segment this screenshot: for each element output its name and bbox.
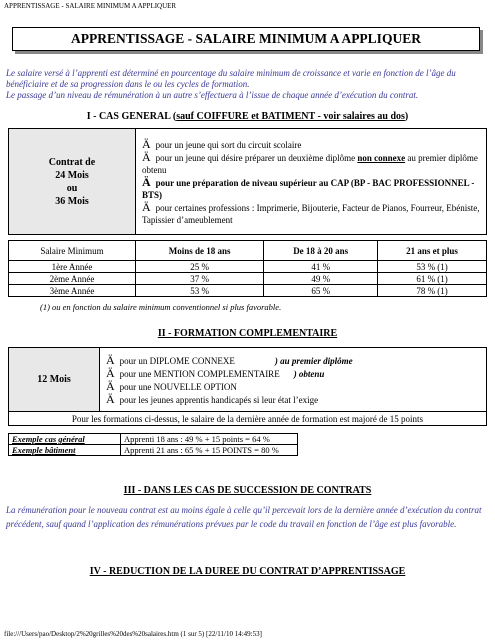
condition-item: Ä pour les jeunes apprentis handicapés si leur état l’exige <box>106 391 319 406</box>
table-row: 1ère Année 25 % 41 % 53 % (1) <box>9 261 487 273</box>
bullet-icon: Ä <box>106 378 115 393</box>
bullet-icon: Ä <box>142 149 151 164</box>
section-2-table <box>8 347 487 426</box>
condition-item: Ä pour certaines professions : Imprimerie, Bijouterie, Facteur de Pianos, Fourreur, Ebéniste, Tapissier d’ameublement <box>142 199 480 225</box>
intro-paragraph-2: Le passage d’un niveau de rémunération à un autre s’effectuera à l’issue de chaque année d’exécution du contrat. <box>6 90 419 100</box>
conditions-cell <box>136 129 487 235</box>
table-row: Exemple cas général Apprenti 18 ans : 49 % + 15 points = 64 % <box>9 434 298 445</box>
conditions-cell <box>100 348 487 412</box>
section-3-paragraph: La rémunération pour le nouveau contrat est au moins égale à celle qu’il percevait lors de la dernière année d’exécution du contrat précédent, sauf quand l’application des rémunérations prévues par le code du travail en fonction de l’âge est plus favorable. <box>6 505 482 529</box>
bullet-icon: Ä <box>106 391 115 406</box>
browser-print-header: APPRENTISSAGE - SALAIRE MINIMUM A APPLIQUER <box>4 2 177 10</box>
condition-item: Ä pour une préparation de niveau supérieur au CAP (BP - BAC PROFESSIONNEL - BTS) <box>142 174 475 200</box>
footnote: (1) ou en fonction du salaire minimum conventionnel si plus favorable. <box>40 302 282 312</box>
table-row: 2ème Année 37 % 49 % 61 % (1) <box>9 273 487 285</box>
section-2-heading: II - FORMATION COMPLEMENTAIRE <box>157 328 338 339</box>
table-row: 3ème Année 53 % 65 % 78 % (1) <box>9 285 487 297</box>
duration-cell: 12 Mois <box>9 348 100 412</box>
condition-item: Ä pour un jeune qui sort du circuit scolaire <box>142 136 302 151</box>
condition-item: Ä pour une MENTION COMPLEMENTAIRE ) obtenu <box>106 365 325 380</box>
intro-paragraph-1: Le salaire versé à l’apprenti est déterminé en pourcentage du salaire minimum de croissance et varie en fonction de l’âge du bénéficiaire et de sa progression dans le ou les cycles de formation. <box>6 68 456 89</box>
condition-item: Ä pour une NOUVELLE OPTION <box>106 378 237 393</box>
examples-table <box>8 433 298 456</box>
condition-item: Ä pour un DIPLOME CONNEXE ) au premier diplôme <box>106 352 353 367</box>
bullet-icon: Ä <box>106 352 115 367</box>
condition-item: Ä pour un jeune qui désire préparer un deuxième diplôme non connexe au premier diplôme obtenu <box>142 149 478 175</box>
section-1-heading: I - CAS GENERAL (sauf COIFFURE et BATIMENT - voir salaires au dos) <box>86 111 409 122</box>
contract-duration-cell: Contrat de 24 Mois ou 36 Mois <box>9 129 136 235</box>
bullet-icon: Ä <box>106 365 115 380</box>
bullet-icon: Ä <box>142 199 151 214</box>
section-3-heading: III - DANS LES CAS DE SUCCESSION DE CONTRATS <box>123 485 372 496</box>
table-row: Exemple bâtiment Apprenti 21 ans : 65 % + 15 POINTS = 80 % <box>9 445 298 456</box>
majoration-note: Pour les formations ci-dessus, le salaire de la dernière année de formation est majoré de 15 points <box>9 412 487 426</box>
browser-print-footer: file:///Users/pao/Desktop/2%20grilles%20des%20salaires.htm (1 sur 5) [22/11/10 14:49:53] <box>4 630 262 638</box>
bullet-icon: Ä <box>142 174 151 189</box>
page-title: APPRENTISSAGE - SALAIRE MINIMUM A APPLIQUER <box>12 27 480 51</box>
section-1-table <box>8 128 487 297</box>
section-4-heading: IV - REDUCTION DE LA DUREE DU CONTRAT D’APPRENTISSAGE <box>89 566 406 577</box>
bullet-icon: Ä <box>142 136 151 151</box>
salary-table-header: Salaire Minimum Moins de 18 ans De 18 à 20 ans 21 ans et plus <box>9 241 487 261</box>
